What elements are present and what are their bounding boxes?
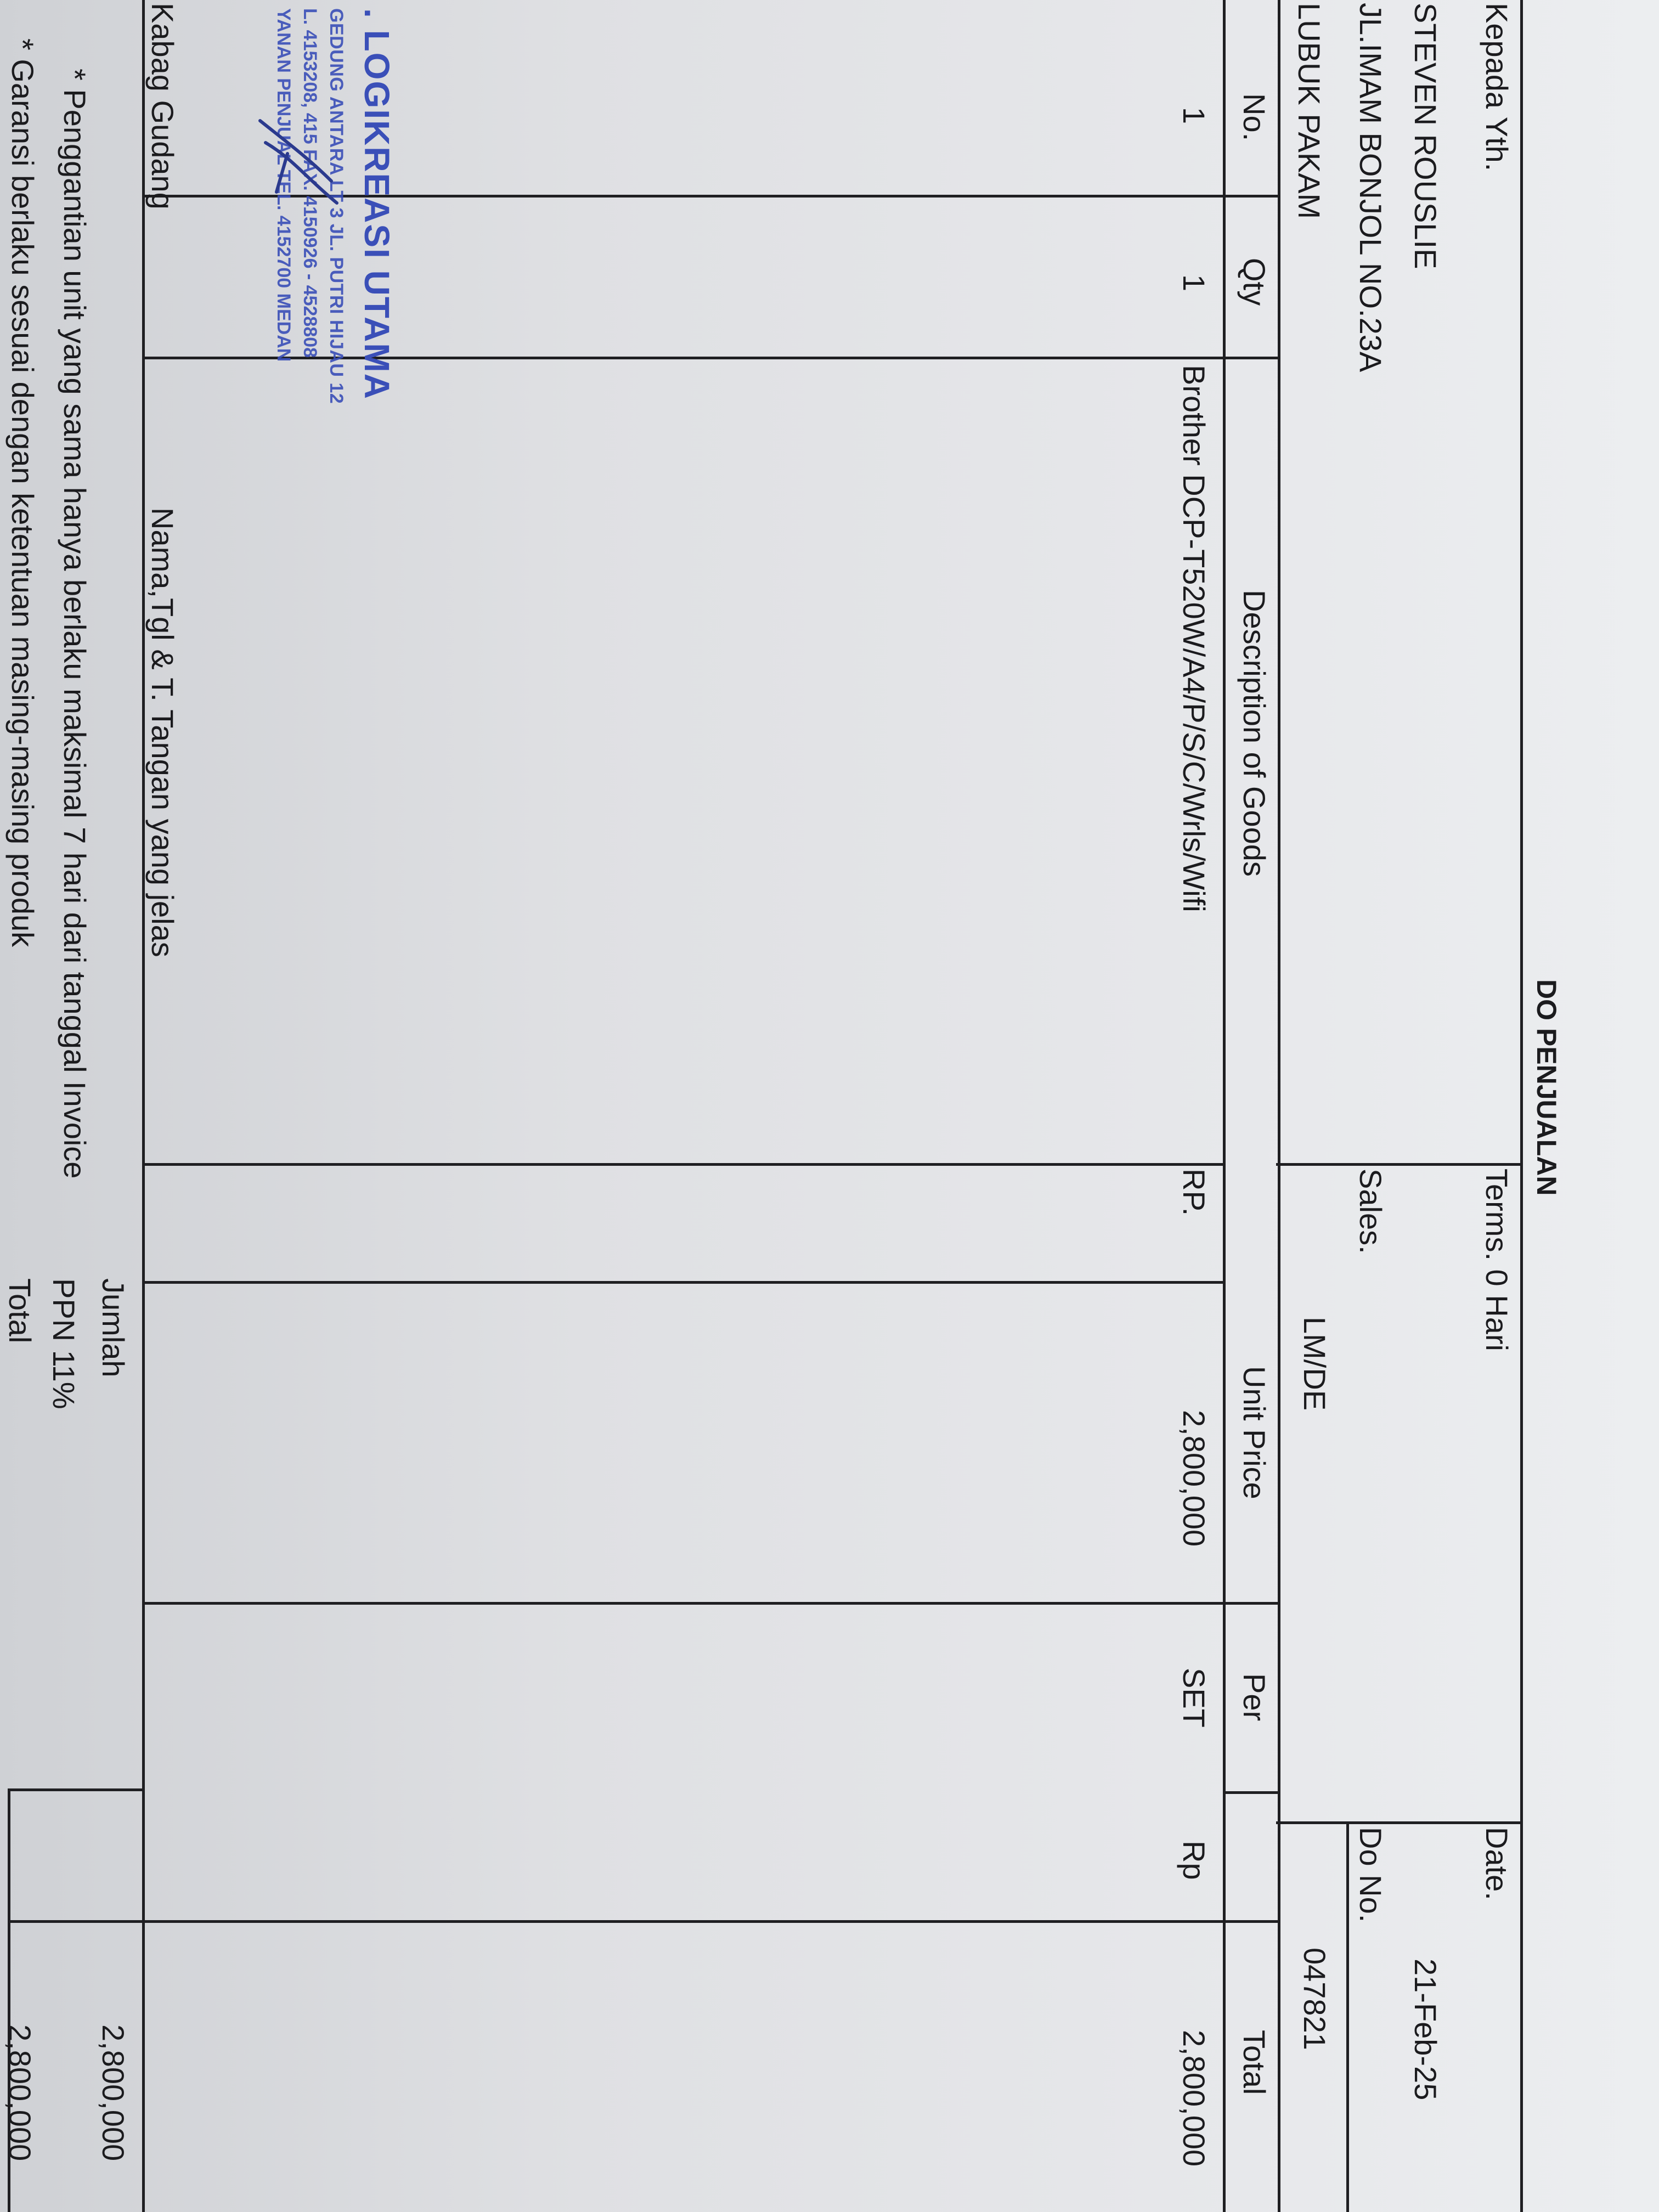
stamp-address: GEDUNG ANTARA LT 3 JL. PUTRI HIJAU 12: [326, 8, 347, 404]
header-per: Per: [1237, 1673, 1272, 1722]
row-no: 1: [1177, 107, 1211, 125]
summary-jumlah-label: Jumlah: [96, 1278, 131, 1378]
stamp-company-name: . LOGIKREASI UTAMA: [357, 8, 397, 400]
header-no: No.: [1237, 93, 1272, 142]
note-warranty: * Garansi berlaku sesuai dengan ketentuan masing-masing produk: [5, 38, 40, 947]
summary-total-label: Total: [3, 1278, 37, 1344]
recipient-address-line2: LUBUK PAKAM: [1292, 3, 1327, 219]
meta-divider-right: [1276, 1821, 1523, 1824]
recipient-name: STEVEN ROUSLIE: [1408, 3, 1443, 269]
summary-mid-border: [8, 1920, 145, 1923]
terms-label: Terms. 0 Hari: [1480, 1169, 1514, 1351]
row-qty: 1: [1177, 274, 1211, 292]
do-no-label: Do No.: [1353, 1827, 1388, 1923]
top-border: [1520, 0, 1523, 2212]
summary-top-border: [142, 1788, 145, 2212]
date-value: 21-Feb-25: [1408, 1959, 1443, 2101]
sales-label: Sales.: [1353, 1169, 1388, 1254]
header-total: Total: [1237, 2030, 1272, 2095]
col-sep-total-inner: [1226, 1791, 1280, 1794]
header-description: Description of Goods: [1237, 590, 1272, 877]
date-label: Date.: [1480, 1827, 1514, 1900]
recipient-greeting: Kepada Yth.: [1480, 3, 1514, 172]
header-qty: Qty: [1237, 258, 1272, 306]
meta-underline: [1346, 1821, 1349, 2212]
company-stamp: [222, 8, 397, 502]
col-sep-desc-unit: [145, 1281, 1226, 1284]
row-total-currency: Rp: [1177, 1841, 1211, 1880]
summary-jumlah-value: 2,800,000: [96, 2024, 131, 2162]
stamp-phone: L. 4153208, 415 FAX. 4150926 - 4528808: [300, 8, 320, 358]
row-currency: RP.: [1177, 1169, 1211, 1216]
recipient-address-line1: JL.IMAM BONJOL NO.23A: [1353, 3, 1388, 373]
signature-kabag-gudang: Kabag Gudang: [145, 3, 180, 210]
summary-total-value: 2,800,000: [3, 2024, 37, 2162]
row-per: SET: [1177, 1668, 1211, 1728]
row-description: Brother DCP-T520W/A4/P/S/C/Wrls/Wifi: [1177, 365, 1211, 912]
meta-divider-left: [1276, 1163, 1523, 1166]
col-sep-unit-per: [145, 1602, 1280, 1605]
do-no-value: 047821: [1297, 1948, 1332, 2050]
header-bottom-border: [1223, 0, 1226, 2212]
row-unit-price: 2,800,000: [1177, 1410, 1211, 1547]
table-top-border: [1278, 0, 1280, 2212]
summary-left-border: [8, 1788, 145, 1791]
col-sep-per-total: [145, 1920, 1280, 1923]
document-title: DO PENJUALAN: [1531, 979, 1562, 1196]
note-replacement: * Penggantian unit yang sama hanya berlaku maksimal 7 hari dari tanggal Invoice: [58, 69, 92, 1179]
stamp-service: YANAN PENJUAL TEL. 4152700 MEDAN: [273, 8, 294, 362]
sales-value: LM/DE: [1297, 1317, 1332, 1411]
col-sep-unit-start: [145, 1163, 1226, 1166]
signature-scribble: [244, 110, 353, 219]
row-total: 2,800,000: [1177, 2030, 1211, 2167]
summary-ppn-label: PPN 11%: [47, 1278, 81, 1409]
signature-name-date: Nama,Tgl & T. Tangan yang jelas: [145, 507, 180, 957]
header-unit-price: Unit Price: [1237, 1366, 1272, 1499]
